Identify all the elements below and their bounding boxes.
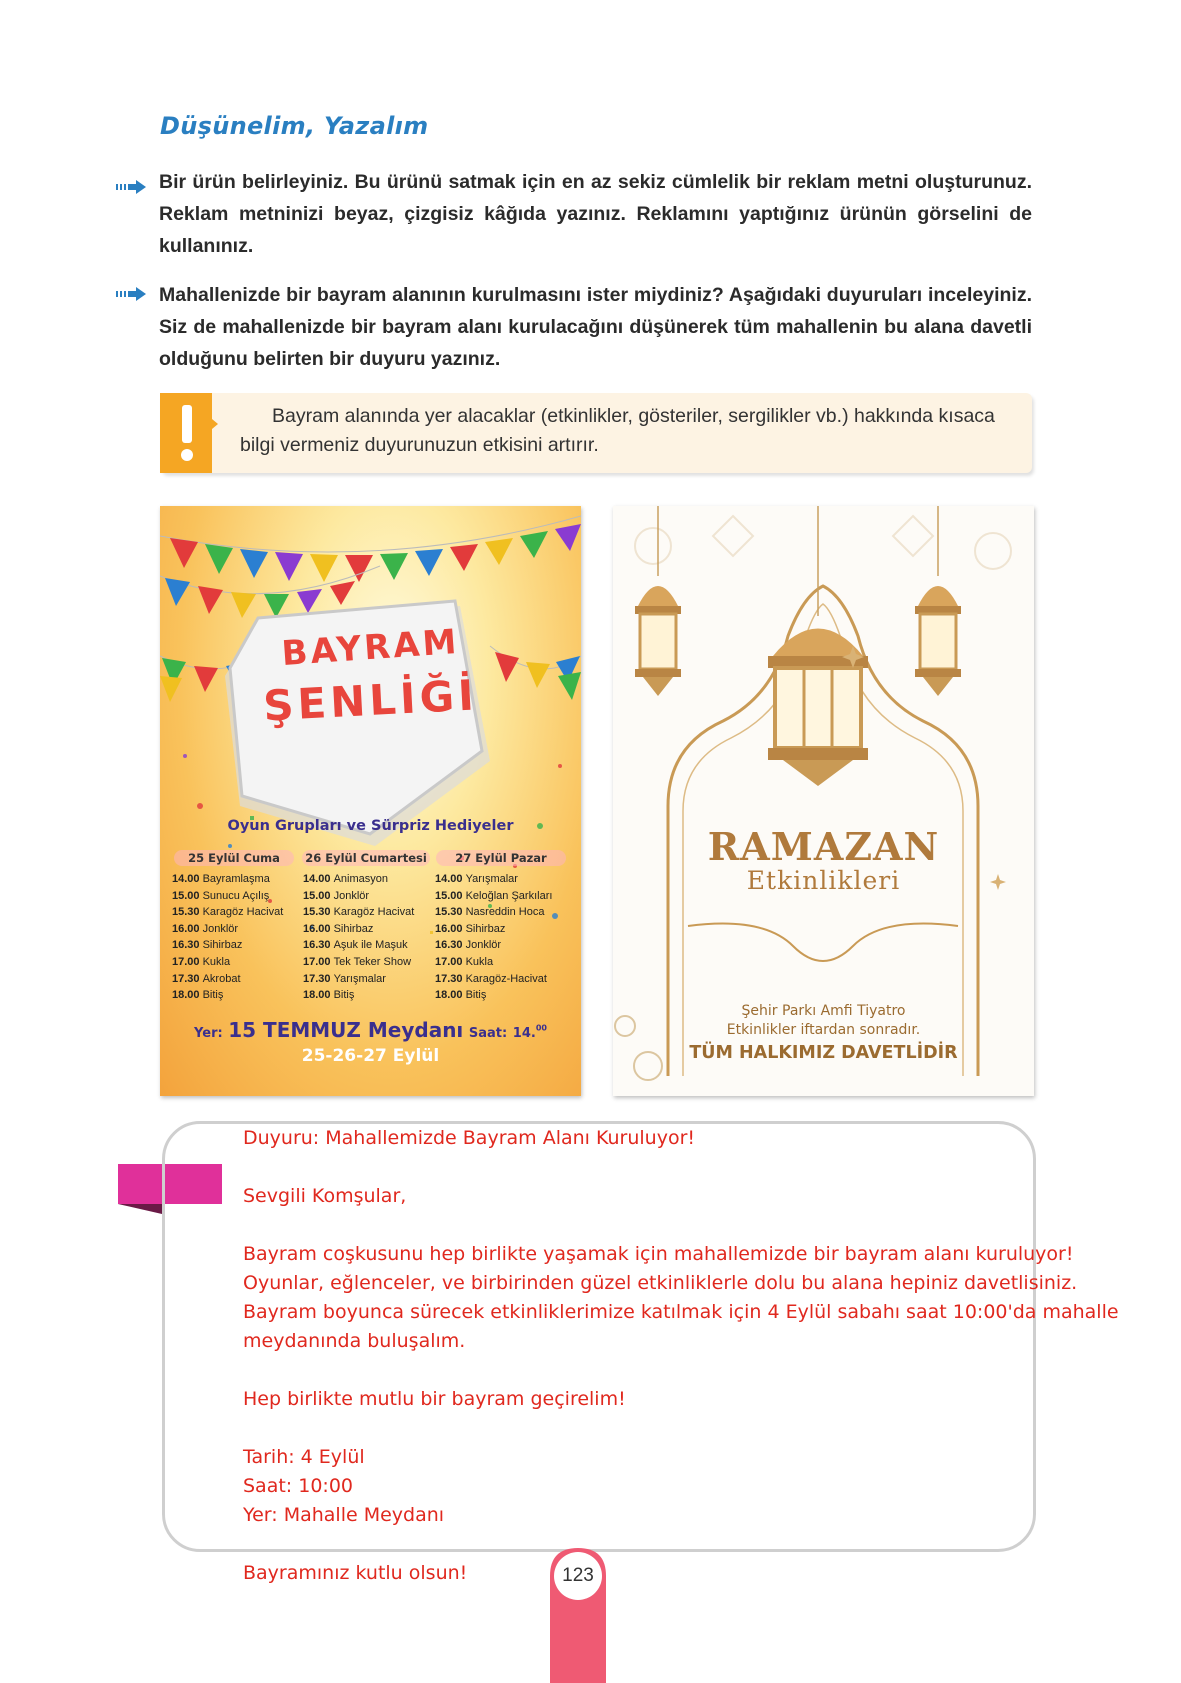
schedule-time: 16.30 (303, 939, 334, 952)
schedule-time: 15.30 (303, 906, 334, 919)
schedule-row (435, 921, 552, 938)
schedule-row (435, 871, 552, 888)
schedule-event: Yarışmalar (465, 873, 518, 885)
schedule-row (303, 987, 414, 1004)
schedule-event: Bayramlaşma (202, 873, 270, 885)
schedule-time: 17.30 (435, 972, 466, 985)
schedule-time: 17.00 (303, 955, 334, 968)
schedule-time: 16.00 (172, 922, 203, 935)
ramazan-invite: TÜM HALKIMIZ DAVETLİDİR (689, 1043, 958, 1063)
ramazan-title: RAMAZAN (707, 824, 940, 869)
schedule-time: 16.30 (172, 939, 203, 952)
schedule-row (303, 871, 414, 888)
task-2-text: Mahallenizde bir bayram alanının kurulmasını ister miydiniz? Aşağıdaki duyuruları inceleyiniz. Siz de mahallenizde bir bayram alanı kurulacağını düşünerek tüm mahallenin bu alana davetli olduğunu belirten bir duyuru yazınız. (159, 284, 1032, 370)
schedule-event: Kukla (465, 955, 494, 968)
schedule-column (172, 871, 283, 1004)
answer-closing: Bayramınız kutlu olsun! (243, 1562, 468, 1584)
schedule-event: Jonklör (333, 889, 370, 902)
schedule-row (172, 904, 283, 921)
schedule-row (435, 954, 552, 971)
answer-wish: Hep birlikte mutlu bir bayram geçirelim! (243, 1388, 626, 1410)
time-sup: 00 (535, 1023, 547, 1033)
poster-subtitle: Oyun Grupları ve Sürpriz Hediyeler (227, 818, 514, 834)
note-text: Bayram alanında yer alacaklar (etkinlikler, gösteriler, sergilikler vb.) hakkında kısaca bilgi vermeniz duyurunuzun etkisini artırır. (240, 405, 995, 456)
answer-body-line: meydanında buluşalım. (243, 1330, 466, 1352)
schedule-time: 17.00 (172, 955, 203, 968)
day-header: 25 Eylül Cuma (174, 850, 294, 866)
schedule-event: Kukla (202, 955, 231, 968)
schedule-time: 17.30 (172, 972, 203, 985)
day-header: 27 Eylül Pazar (436, 850, 566, 866)
schedule-time: 15.00 (303, 889, 334, 902)
arrow-bullet-icon (116, 287, 148, 301)
answer-date: Tarih: 4 Eylül (243, 1446, 365, 1468)
schedule-time: 15.30 (435, 906, 466, 919)
answer-body-line: Oyunlar, eğlenceler, ve birbirinden güzel etkinliklerle dolu bu alana hepiniz davetlisiniz. (243, 1272, 1078, 1294)
schedule-event: Karagöz-Hacivat (465, 972, 547, 985)
schedule-row (303, 954, 414, 971)
schedule-event: Keloğlan Şarkıları (465, 889, 553, 902)
answer-place: Yer: Mahalle Meydanı (243, 1504, 445, 1526)
poster-title-line1: BAYRAM (280, 621, 461, 675)
schedule-event: Tek Teker Show (333, 955, 412, 968)
arrow-bullet-icon (116, 180, 148, 194)
schedule-time: 15.00 (435, 889, 466, 902)
schedule-time: 14.00 (172, 873, 203, 885)
ramazan-subtitle: Etkinlikleri (746, 866, 901, 895)
schedule-event: Bitiş (202, 989, 224, 1002)
time-label: Saat: (468, 1026, 508, 1041)
schedule-time: 16.00 (435, 922, 466, 935)
schedule-row (172, 888, 283, 905)
schedule-row (172, 971, 283, 988)
schedule-row (303, 971, 414, 988)
schedule-column (435, 871, 552, 1004)
day-header: 26 Eylül Cumartesi (302, 850, 430, 866)
schedule-time: 14.00 (435, 873, 466, 885)
schedule-event: Akrobat (202, 972, 241, 985)
schedule-time: 17.30 (303, 972, 334, 985)
schedule-row (435, 888, 552, 905)
schedule-row (172, 937, 283, 954)
schedule-time: 16.00 (303, 922, 334, 935)
schedule-row (435, 971, 552, 988)
exclamation-icon (160, 393, 218, 473)
schedule-row (172, 871, 283, 888)
schedule-time: 15.00 (172, 889, 203, 902)
schedule-event: Karagöz Hacivat (202, 906, 284, 919)
answer-body-line: Bayram coşkusunu hep birlikte yaşamak için mahallemizde bir bayram alanı kuruluyor! (243, 1243, 1074, 1265)
schedule-event: Sihirbaz (465, 922, 506, 935)
schedule-row (303, 888, 414, 905)
schedule-row (435, 937, 552, 954)
schedule-event: Bitiş (333, 989, 355, 1002)
schedule-time: 15.30 (172, 906, 203, 919)
schedule-row (303, 904, 414, 921)
schedule-time: 18.00 (435, 989, 466, 1002)
schedule-row (303, 921, 414, 938)
place-label: Yer: (194, 1026, 223, 1041)
place-value: 15 TEMMUZ Meydanı (228, 1018, 464, 1042)
answer-greeting: Sevgili Komşular, (243, 1185, 407, 1207)
schedule-event: Sihirbaz (333, 922, 374, 935)
schedule-column (303, 871, 414, 1004)
schedule-row (172, 921, 283, 938)
schedule-event: Sihirbaz (202, 939, 243, 952)
schedule-event: Animasyon (333, 873, 389, 885)
bayram-senligi-poster (160, 506, 581, 1096)
bunting-flags-icon (160, 506, 581, 1096)
schedule-time: 14.00 (303, 873, 334, 885)
schedule-row (172, 954, 283, 971)
schedule-time: 16.30 (435, 939, 466, 952)
schedule-event: Bitiş (465, 989, 487, 1002)
schedule-row (435, 987, 552, 1004)
schedule-event: Karagöz Hacivat (333, 906, 415, 919)
schedule-event: Aşuk ile Maşuk (333, 939, 408, 952)
ramazan-note: Etkinlikler iftardan sonradır. (726, 1022, 921, 1038)
schedule-time: 18.00 (172, 989, 203, 1002)
schedule-event: Nasreddin Hoca (465, 906, 545, 919)
schedule-row (303, 937, 414, 954)
answer-title: Duyuru: Mahallemizde Bayram Alanı Kuruluyor! (243, 1127, 696, 1149)
ramazan-etkinlikleri-poster (613, 506, 1034, 1096)
poster-dates: 25-26-27 Eylül (301, 1046, 440, 1066)
schedule-event: Jonklör (202, 922, 239, 935)
schedule-event: Yarışmalar (333, 972, 386, 985)
poster-place-line (160, 1018, 581, 1042)
schedule-row (172, 987, 283, 1004)
answer-time: Saat: 10:00 (243, 1475, 353, 1497)
page-number: 123 (562, 1565, 594, 1586)
time-value: 14. (512, 1026, 536, 1041)
section-title: Düşünelim, Yazalım (160, 112, 429, 140)
task-1-text: Bir ürün belirleyiniz. Bu ürünü satmak için en az sekiz cümlelik bir reklam metni oluşturunuz. Reklam metninizi beyaz, çizgisiz kâğıda yazınız. Reklamını yaptığınız ürünün görselini de kullanınız. (159, 171, 1032, 257)
schedule-row (435, 904, 552, 921)
schedule-time: 17.00 (435, 955, 466, 968)
schedule-event: Jonklör (465, 939, 502, 952)
ramazan-venue: Şehir Parkı Amfi Tiyatro (741, 1003, 906, 1019)
answer-body-line: Bayram boyunca sürecek etkinliklerimize katılmak için 4 Eylül sabahı saat 10:00'da mahalle (243, 1301, 1119, 1323)
poster-title-line2: ŞENLİĞİ (262, 670, 479, 731)
schedule-time: 18.00 (303, 989, 334, 1002)
schedule-event: Sunucu Açılış (202, 889, 270, 902)
